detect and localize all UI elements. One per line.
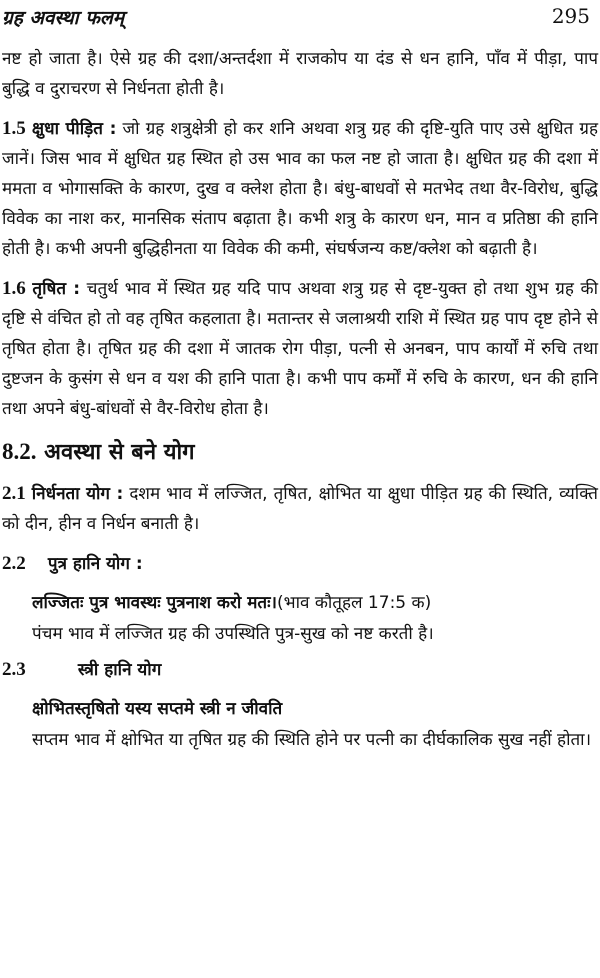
subheading-2-3 bbox=[2, 655, 598, 685]
paragraph-number: 2.1 bbox=[2, 483, 26, 504]
running-title: ग्रह अवस्था फलम् bbox=[2, 7, 125, 29]
running-head bbox=[0, 2, 600, 36]
paragraph-1-5 bbox=[2, 114, 598, 264]
shloka-text: लज्जितः पुत्र भावस्थः पुत्रनाश करो मतः। bbox=[32, 593, 277, 613]
page-content bbox=[2, 44, 598, 755]
paragraph-number: 1.6 bbox=[2, 278, 26, 299]
section-title: अवस्था से बने योग bbox=[44, 440, 195, 465]
section-number: 8.2. bbox=[2, 439, 37, 464]
paragraph-text: जो ग्रह शत्रुक्षेत्री हो कर शनि अथवा शत्रु ग्रह की दृष्टि-युति पाए उसे क्षुधित ग्रह जानें। जिस भाव में क्षुधित ग्रह स्थित हो उस भाव का फल नष्ट हो जाता है। क्षुधित ग्रह की दशा में ममता व भोगासक्ति के कारण, दुख व क्लेश होता है। बंधु-बाधवों से मतभेद तथा वैर-विरोध, बुद्धि विवेक का नाश कर, मानसिक संताप बढ़ाता है। कभी शत्रु के कारण धन, मान व प्रतिष्ठा की हानि होती है। कभी अपनी बुद्धिहीनता या विवेक की कमी, संघर्षजन्य कष्ट/क्लेश को बढ़ाती है। bbox=[2, 119, 598, 259]
paragraph-2-1 bbox=[2, 479, 598, 539]
shloka-reference: (भाव कौतूहल 17:5 क) bbox=[276, 593, 432, 613]
section-heading bbox=[2, 434, 598, 471]
paragraph-number: 1.5 bbox=[2, 118, 26, 139]
paragraph-term: तृषित : bbox=[32, 279, 81, 299]
shloka-2-3: क्षोभितस्तृषितो यस्य सप्तमे स्त्री न जीवति bbox=[32, 699, 283, 719]
page-number: 295 bbox=[551, 4, 590, 28]
paragraph-number: 2.2 bbox=[2, 553, 26, 574]
paragraph-number: 2.3 bbox=[2, 659, 26, 680]
intro-paragraph: नष्ट हो जाता है। ऐसे ग्रह की दशा/अन्तर्दशा में राजकोप या दंड से धन हानि, पाँव में पीड़ा, पाप बुद्धि व दुराचरण से निर्धनता होती है। bbox=[2, 49, 598, 99]
paragraph-term: स्त्री हानि योग bbox=[77, 660, 162, 680]
paragraph-term: पुत्र हानि योग : bbox=[47, 554, 143, 574]
paragraph-2-3-text: सप्तम भाव में क्षोभित या तृषित ग्रह की स्थिति होने पर पत्नी का दीर्घकालिक सुख नहीं होता। bbox=[32, 730, 592, 750]
shloka-2-2 bbox=[2, 587, 598, 619]
paragraph-text: चतुर्थ भाव में स्थित ग्रह यदि पाप अथवा शत्रु ग्रह से दृष्ट-युक्त हो तथा शुभ ग्रह की दृष्टि से वंचित हो तो वह तृषित कहलाता है। मतान्तर से जलाश्रयी राशि में स्थित ग्रह पाप दृष्ट होने से तृषित होता है। तृषित ग्रह की दशा में जातक रोग पीड़ा, पत्नी से अनबन, पाप कार्यों में रुचि तथा दुष्टजन के कुसंग से धन व यश की हानि पाता है। कभी पाप कर्मों में रुचि के कारण, धन की हानि तथा अपने बंधु-बांधवों से वैर-विरोध होता है। bbox=[2, 279, 599, 419]
paragraph-2-2-text: पंचम भाव में लज्जित ग्रह की उपस्थिति पुत्र-सुख को नष्ट करती है। bbox=[32, 624, 434, 644]
subheading-2-2 bbox=[2, 549, 598, 579]
paragraph-1-6 bbox=[2, 274, 598, 424]
paragraph-term: क्षुधा पीड़ित : bbox=[31, 119, 117, 139]
paragraph-text: दशम भाव में लज्जित, तृषित, क्षोभित या क्षुधा पीड़ित ग्रह की स्थिति, व्यक्ति को दीन, हीन व निर्धन बनाती है। bbox=[2, 484, 598, 534]
paragraph-term: निर्धनता योग : bbox=[31, 484, 124, 504]
